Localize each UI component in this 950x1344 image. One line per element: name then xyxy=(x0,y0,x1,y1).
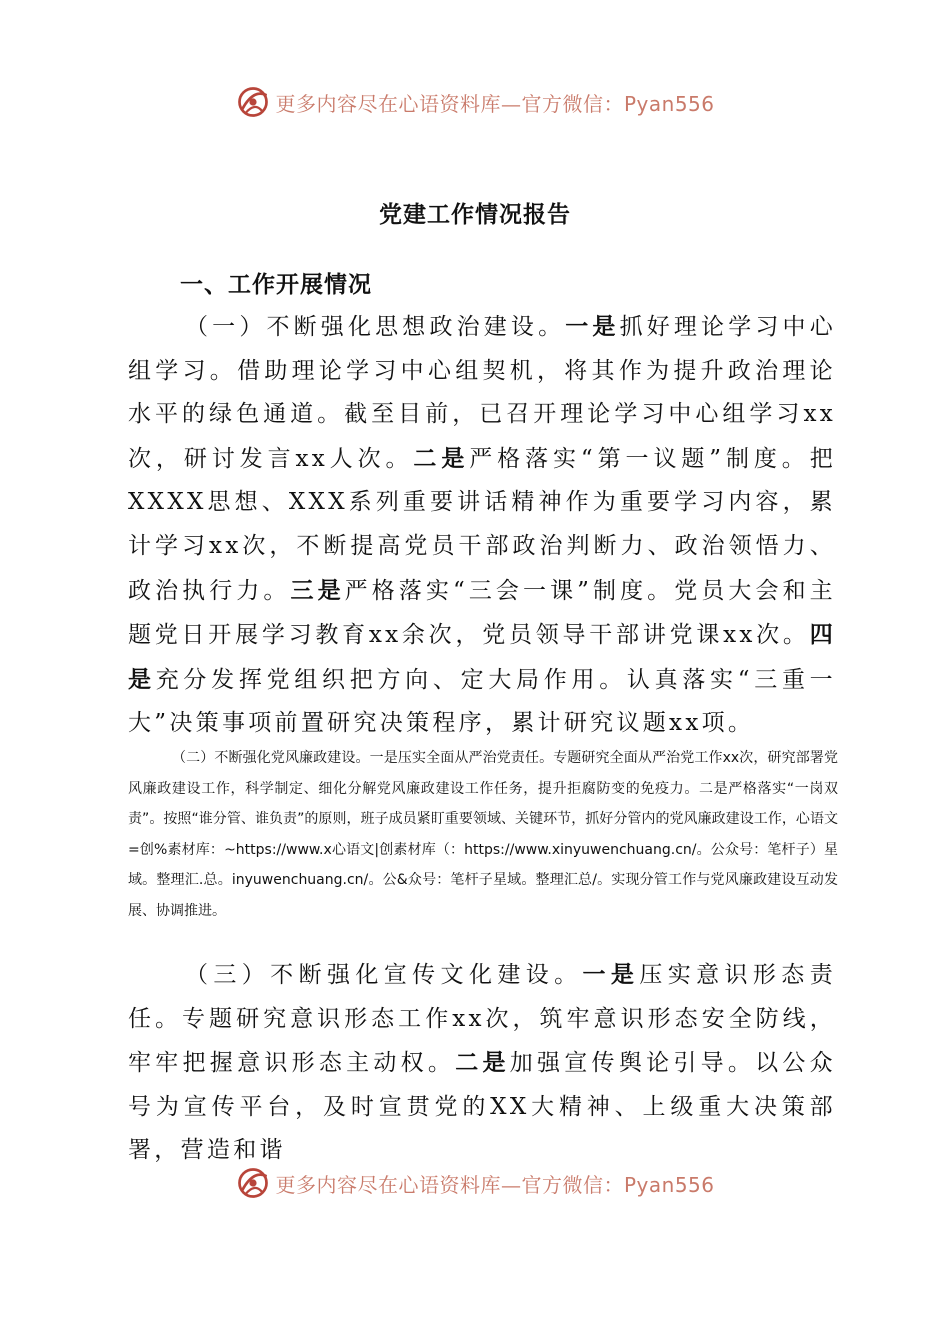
section-heading: 一、工作开展情况 xyxy=(180,271,372,298)
xinyu-logo-icon xyxy=(235,84,271,120)
paragraph-1: （一）不断强化思想政治建设。一是抓好理论学习中心组学习。借助理论学习中心组契机，将其作为提升政治理论水平的绿色通道。截至目前，已召开理论学习中心组学习xx次，研讨发言xx人次。二是严格落实“第一议题”制度。把XXXX思想、XXX系列重要讲话精神作为重要学习内容，累计学习xx次，不断提高党员干部政治判断力、政治领悟力、政治执行力。三是严格落实“三会一课”制度。党员大会和主题党日开展学习教育xx余次，党员领导干部讲党课xx次。四是充分发挥党组织把方向、定大局作用。认真落实“三重一大”决策事项前置研究决策程序，累计研究议题xx项。 xyxy=(128,313,837,737)
xinyu-logo-icon xyxy=(235,1165,271,1201)
wechat-id: Pyan556 xyxy=(623,91,715,116)
banner-text: 更多内容尽在心语资料库—官方微信：Pyan556 xyxy=(275,1172,715,1197)
header-banner xyxy=(0,82,950,122)
wechat-id: Pyan556 xyxy=(623,1172,715,1197)
document-title: 党建工作情况报告 xyxy=(379,201,571,228)
banner-text: 更多内容尽在心语资料库—官方微信：Pyan556 xyxy=(275,91,715,116)
paragraph-3: （三）不断强化宣传文化建设。一是压实意识形态责任。专题研究意识形态工作xx次，筑牢意识形态安全防线，牢牢把握意识形态主动权。二是加强宣传舆论引导。以公众号为宣传平台，及时宣贯党的XX大精神、上级重大决策部署，营造和谐 xyxy=(128,961,836,1164)
paragraph-2: （二）不断强化党风廉政建设。一是压实全面从严治党责任。专题研究全面从严治党工作xx次，研究部署党风廉政建设工作，科学制定、细化分解党风廉政建设工作任务，提升拒腐防变的免疫力。二是严格落实“一岗双责”。按照“谁分管、谁负责”的原则，班子成员紧盯重要领域、关键环节，抓好分管内的党风廉政建设工作，心语文=创%素材库：~https://www.x心语文|创素材库（：https://www.xinyuwenchuang.cn/。公众号：笔杆子）星域。整理汇.总。inyuwenchuang.cn/。公&众号：笔杆子星域。整理汇总/。实现分管工作与党风廉政建设互动发展、协调推进。 xyxy=(128,750,838,919)
footer-banner xyxy=(0,1163,950,1203)
